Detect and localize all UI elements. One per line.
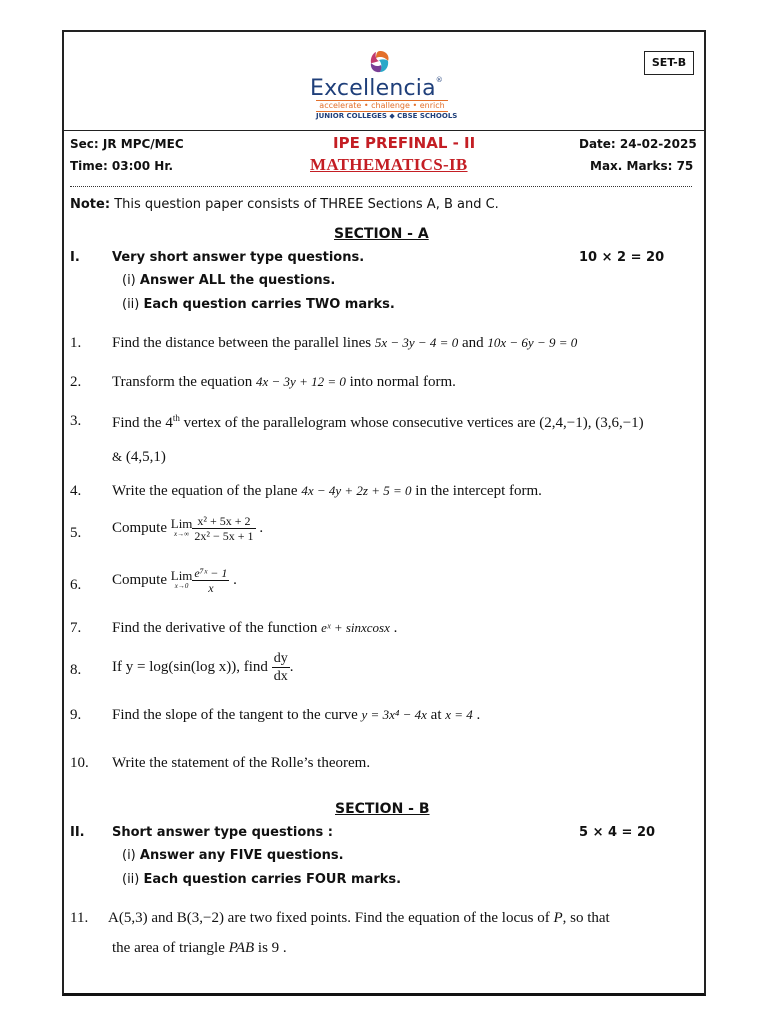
question-text: Find the 4: [112, 415, 173, 431]
section-b-roman: II.: [70, 825, 85, 840]
section-b-instruction-1: [122, 848, 344, 863]
question-text: Find the derivative of the function: [112, 620, 318, 636]
instruction-number: (i): [122, 848, 136, 863]
note-label: Note:: [70, 197, 111, 212]
equation: x = 4: [445, 707, 473, 722]
question-10: Write the statement of the Rolle’s theorem.: [112, 755, 371, 771]
numerator: dy: [273, 651, 288, 666]
equation: 10x − 6y − 9 = 0: [487, 335, 578, 350]
question-number: 6.: [70, 577, 82, 593]
question-text: Find the distance between the parallel lines: [112, 335, 372, 351]
punctuation: .: [393, 620, 398, 636]
instruction-text: Each question carries FOUR marks.: [143, 872, 402, 887]
equation: 4x − 3y + 12 = 0: [256, 374, 346, 389]
exam-title: IPE PREFINAL - II: [333, 134, 476, 152]
limit-subscript: x→∞: [174, 529, 190, 538]
question-8: [112, 650, 293, 685]
ordinal-suffix: th: [172, 413, 180, 423]
date-info: Date: 24-02-2025: [579, 137, 697, 151]
punctuation: .: [476, 707, 481, 723]
numerator: e⁷ˣ − 1: [194, 566, 228, 580]
equation: y = 3x⁴ − 4x: [361, 707, 427, 722]
question-text: , so that: [562, 910, 610, 926]
question-7: [112, 620, 397, 637]
section-b-instruction-2: [122, 872, 401, 887]
section-b-title: SECTION - B: [335, 801, 430, 817]
question-1: [112, 335, 577, 352]
numerator: x² + 5x + 2: [192, 514, 255, 529]
question-text: is 9 .: [257, 940, 287, 956]
question-number: 1.: [70, 335, 82, 351]
denominator: x: [208, 581, 214, 595]
question-text: the area of triangle: [112, 940, 225, 956]
instruction-text: Answer ALL the questions.: [139, 273, 336, 288]
point-label: P: [553, 910, 563, 926]
section-a-marks: 10 × 2 = 20: [579, 250, 665, 265]
limit-subscript: x→0: [174, 581, 189, 590]
logo-wordmark: [310, 76, 443, 101]
section-b-heading: Short answer type questions :: [112, 825, 333, 840]
question-text: and: [461, 335, 484, 351]
question-text: Find the slope of the tangent to the curve: [112, 707, 358, 723]
limit-label: Lim: [170, 567, 193, 583]
question-6: [112, 566, 237, 595]
punctuation: .: [259, 519, 264, 536]
note-text: This question paper consists of THREE Sections A, B and C.: [114, 197, 499, 212]
section-a-roman: I.: [70, 250, 80, 265]
question-9: [112, 707, 480, 724]
coordinates: (2,4,−1), (3,6,−1): [539, 415, 644, 431]
limit-operator: [170, 515, 193, 540]
instruction-number: (ii): [122, 297, 140, 312]
equation: eˣ + sinxcosx: [321, 620, 390, 635]
question-text: A(5,3) and B(3,−2) are two fixed points. Find the equation of the locus of: [108, 910, 550, 926]
logo-trademark: ®: [435, 76, 443, 84]
question-4: [112, 483, 542, 500]
question-3-continued: [112, 449, 166, 466]
fraction: [192, 514, 255, 543]
fraction: [192, 566, 229, 595]
dotted-divider: [70, 186, 692, 187]
question-11-continued: [112, 940, 287, 957]
question-3: [112, 413, 644, 432]
instruction-text: Each question carries TWO marks.: [143, 297, 395, 312]
note-line: [70, 197, 499, 212]
excellencia-logo-icon: [366, 48, 394, 76]
question-11: [108, 910, 610, 927]
question-text: Compute: [112, 519, 167, 536]
instruction-number: (ii): [122, 872, 140, 887]
coordinates: (4,5,1): [125, 449, 166, 465]
section-a-instruction-2: [122, 297, 395, 312]
question-text: vertex of the parallelogram whose consecutive vertices are: [179, 415, 536, 431]
equation: 4x − 4y + 2z + 5 = 0: [301, 483, 412, 498]
instruction-text: Answer any FIVE questions.: [139, 848, 344, 863]
logo-tagline: accelerate • challenge • enrich: [316, 100, 448, 112]
limit-label: Lim: [170, 515, 193, 531]
question-text: Transform the equation: [112, 374, 253, 390]
question-number: 5.: [70, 525, 82, 541]
section-a-title: SECTION - A: [334, 226, 429, 242]
question-number: 8.: [70, 662, 82, 678]
question-text: &: [112, 449, 123, 464]
subject-title: MATHEMATICS-IB: [310, 155, 468, 174]
instruction-number: (i): [122, 273, 136, 288]
question-number: 4.: [70, 483, 82, 499]
denominator: 2x² − 5x + 1: [194, 529, 254, 543]
max-marks-info: Max. Marks: 75: [590, 159, 694, 173]
section-a-instruction-1: [122, 273, 335, 288]
question-text: at: [430, 707, 442, 723]
limit-operator: [170, 567, 193, 592]
section-a-heading: Very short answer type questions.: [112, 250, 365, 265]
punctuation: .: [289, 658, 294, 675]
question-number: 11.: [70, 910, 89, 926]
triangle-label: PAB: [228, 940, 255, 956]
question-text: Write the equation of the plane: [112, 483, 298, 499]
question-number: 10.: [70, 755, 89, 771]
question-text: Compute: [112, 571, 167, 588]
question-number: 7.: [70, 620, 82, 636]
logo-subline: JUNIOR COLLEGES ◆ CBSE SCHOOLS: [316, 112, 458, 120]
equation: 5x − 3y − 4 = 0: [374, 335, 459, 350]
section-info: Sec: JR MPC/MEC: [70, 137, 184, 151]
logo-name: Excellencia: [310, 76, 436, 101]
question-text: into normal form.: [349, 374, 456, 390]
section-b-marks: 5 × 4 = 20: [579, 825, 656, 840]
question-text: in the intercept form.: [415, 483, 542, 499]
question-2: [112, 374, 456, 391]
question-text: If y = log(sin(log x)), find: [112, 658, 268, 675]
punctuation: .: [233, 571, 237, 588]
header-divider: [63, 130, 704, 131]
question-number: 2.: [70, 374, 82, 390]
time-info: Time: 03:00 Hr.: [70, 159, 174, 173]
set-label-box: SET-B: [644, 51, 694, 75]
fraction: [272, 650, 290, 685]
denominator: dx: [273, 669, 288, 684]
question-5: [112, 514, 263, 543]
question-number: 9.: [70, 707, 82, 723]
question-number: 3.: [70, 413, 82, 429]
